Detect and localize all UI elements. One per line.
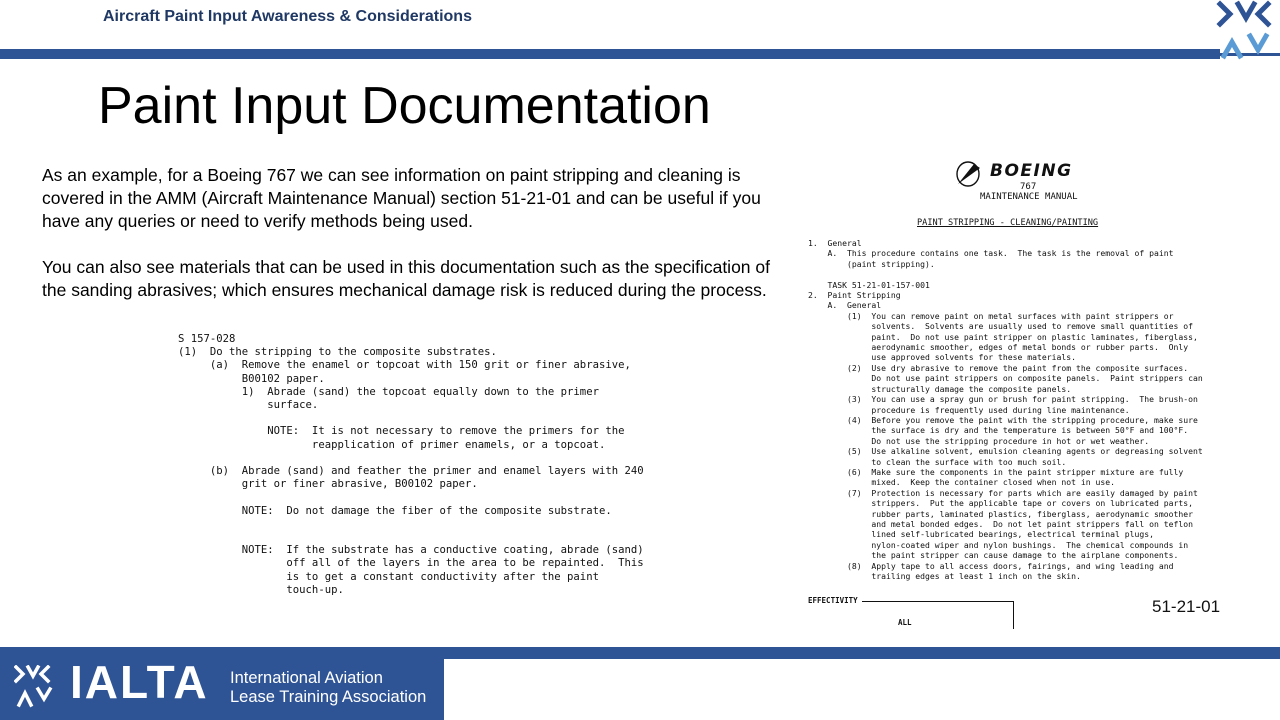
- footer-org-line2: Lease Training Association: [230, 688, 427, 706]
- footer-wordmark: IALTA: [70, 656, 209, 708]
- ialta-mark-icon: [1216, 0, 1280, 62]
- manual-heading: PAINT STRIPPING - CLEANING/PAINTING: [917, 218, 1099, 228]
- manual-title: MAINTENANCE MANUAL: [980, 192, 1078, 202]
- section-number: 51-21-01: [1152, 597, 1221, 616]
- body-text: [42, 164, 782, 325]
- manual-page: [808, 158, 1238, 634]
- footer-brand: [0, 647, 444, 720]
- bottom-rule: [444, 647, 1280, 659]
- ialta-footer-mark-icon: [14, 665, 58, 709]
- effectivity-label: EFFECTIVITY: [808, 596, 858, 605]
- effectivity-rule: [862, 601, 1014, 602]
- effectivity-value: ALL: [898, 618, 912, 627]
- doc-excerpt: S 157-028 (1) Do the stripping to the composite substrates. (a) Remove the enamel or topcoat with 150 grit or finer abrasive, B00102 paper. 1) Abrade (sand) the topcoat equally down to the primer surface. NOTE: It is not necessary to remove the primers for the reapplication of primer enamels, or a topcoat. (b) Abrade (sand) and feather the primer and enamel layers with 240 grit or finer abrasive, B00102 paper. NOTE: Do not damage the fiber of the composite substrate. NOTE: If the substrate has a conductive coating, abrade (sand) off all of the layers in the area to be repainted. This is to get a constant conductivity after the paint touch-up.: [178, 333, 644, 596]
- effectivity-divider: [1013, 601, 1014, 629]
- manual-model: 767: [1020, 182, 1037, 192]
- footer-org-line1: International Aviation: [230, 669, 383, 687]
- paragraph-materials: You can also see materials that can be used in this documentation such as the specification of the sanding abrasives; which ensures mechanical damage risk is reduced during the process.: [42, 257, 770, 300]
- header-title: Aircraft Paint Input Awareness & Considerations: [103, 8, 472, 25]
- top-rule: [0, 49, 1220, 59]
- manual-body: 1. General A. This procedure contains one task. The task is the removal of paint (paint stripping). TASK 51-21-01-157-001 2. Paint Stripping A. General (1) You can remove paint on metal surfaces with paint strippers or solvents. Solvents are usually used to remove small quantities of paint. Do not use paint stripper on plastic laminates, fiberglass, aerodynamic smoother, edges of metal bonds or rubber parts. Only use approved solvents for these materials. (2) Use dry abrasive to remove the paint from the composite surfaces. Do not use paint strippers on composite panels. Paint strippers can structurally damage the composite panels. (3) You can use a spray gun or brush for paint stripping. The brush-on procedure is frequently used during line maintenance. (4) Before you remove the paint with the stripping procedure, make sure the surface is dry and the temperature is between 50°F and 100°F. Do not use the stripping procedure in hot or wet weather. (5) Use alkaline solvent, emulsion cleaning agents or degreasing solvent to clean the surface with too much soil. (6) Make sure the components in the paint stripper mixture are fully mixed. Keep the container closed when not in use. (7) Protection is necessary for parts which are easily damaged by paint strippers. Put the applicable tape or covers on lubricated parts, rubber parts, laminated plastics, fiberglass, aerodynamic smoother and metal bonded edges. Do not let paint strippers fall on teflon lined self-lubricated bearings, electrical terminal plugs, nylon-coated wiper and nylon bushings. The chemical compounds in the paint stripper can cause damage to the airplane components. (8) Apply tape to all access doors, fairings, and wing leading and trailing edges at least 1 inch on the skin.: [808, 238, 1203, 581]
- paragraph-example: As an example, for a Boeing 767 we can see information on paint stripping and cleaning is covered in the AMM (Aircraft Maintenance Manual) section 51-21-01 and can be useful if you have any queries or need to verify methods being used.: [42, 165, 761, 231]
- footer-org-name: [230, 669, 426, 707]
- page-title: Paint Input Documentation: [98, 77, 711, 135]
- boeing-wordmark: BOEING: [990, 161, 1073, 181]
